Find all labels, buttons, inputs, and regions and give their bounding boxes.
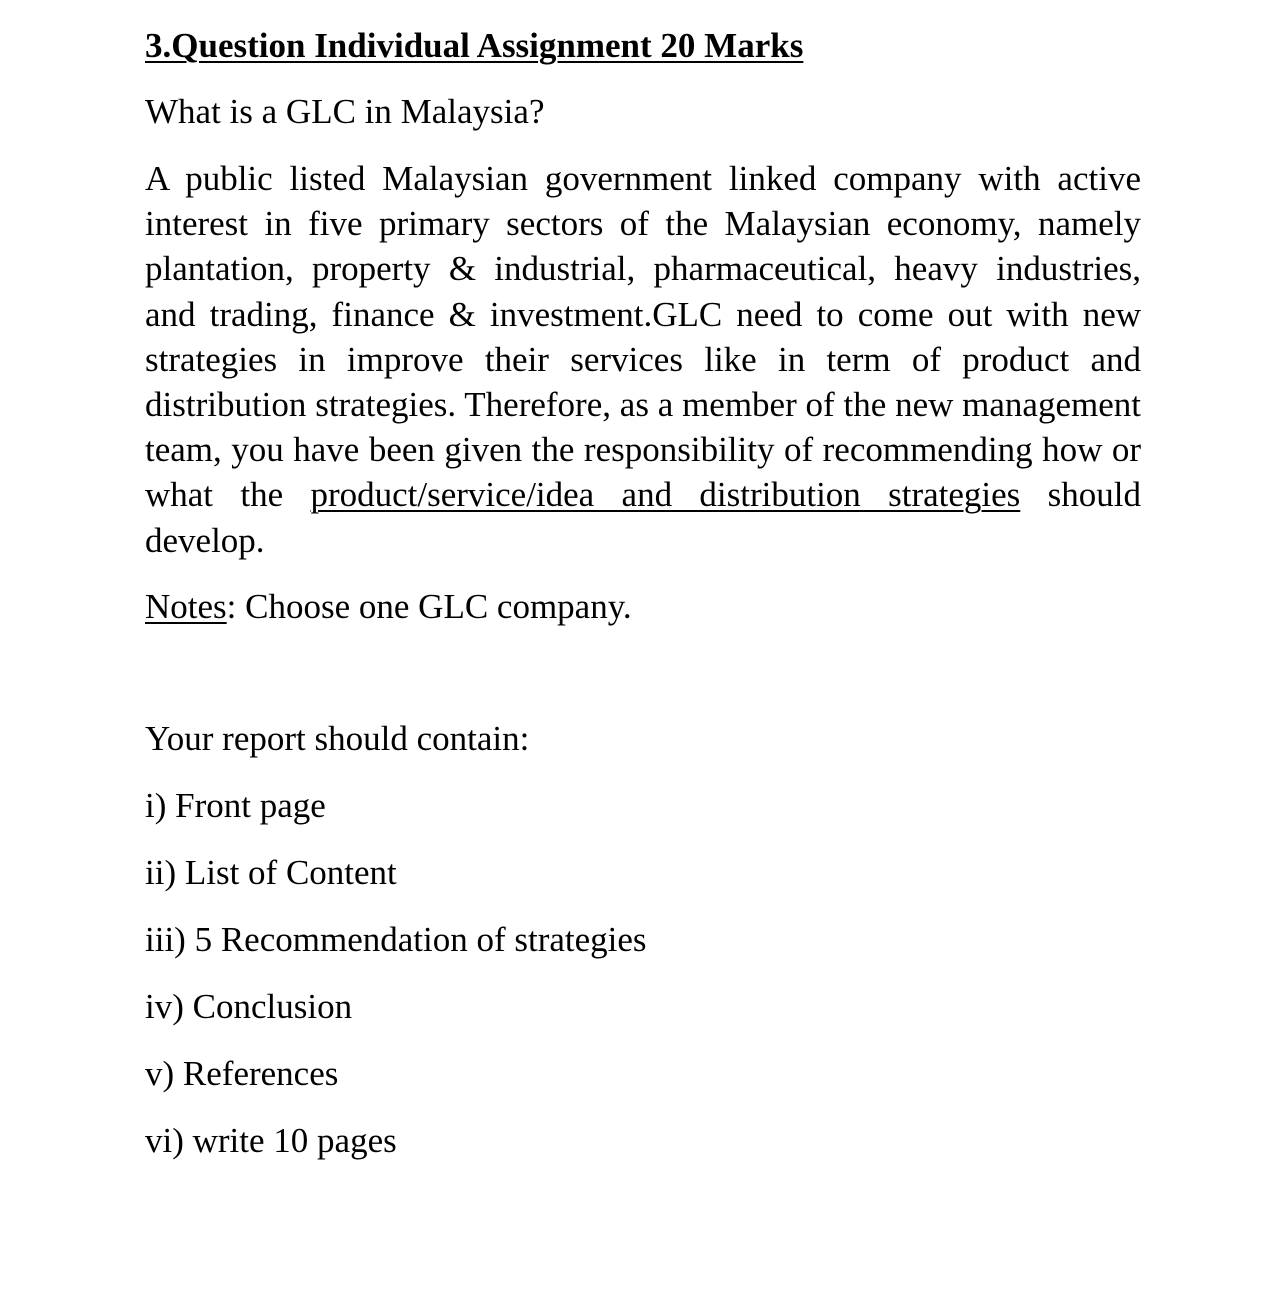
list-item: ii) List of Content [145, 852, 397, 892]
paragraph-text-before: A public listed Malaysian government linked company with active interest in five primary sectors of the Malaysian economy, namely plantation, property & industrial, pharmaceutical, heavy industries, and trading, finance & investment.GLC need to come out with new strategies in improve their services like in term of product and distribution strategies. Therefore, as a member of the new management team, you have been given the responsibility of recommending how or what the [145, 159, 1141, 515]
question-text: What is a GLC in Malaysia? [145, 92, 545, 131]
paragraph-text-after: should develop. [145, 475, 1141, 560]
report-contents-list [145, 784, 1141, 1163]
list-item: iii) 5 Recommendation of strategies [145, 919, 647, 959]
assignment-heading: 3.Question Individual Assignment 20 Marks [145, 26, 804, 65]
list-item: v) References [145, 1053, 339, 1093]
notes-text: : Choose one GLC company. [226, 586, 632, 626]
report-contents-title: Your report should contain: [145, 718, 530, 758]
paragraph-underlined-phrase: product/service/idea and distribution strategies [310, 475, 1021, 515]
list-item: iv) Conclusion [145, 986, 353, 1026]
notes-line [145, 585, 1141, 629]
document-page [145, 24, 1141, 1163]
list-item: i) Front page [145, 785, 326, 825]
list-item: vi) write 10 pages [145, 1120, 397, 1160]
description-paragraph [145, 156, 1141, 563]
notes-label: Notes [145, 586, 227, 626]
